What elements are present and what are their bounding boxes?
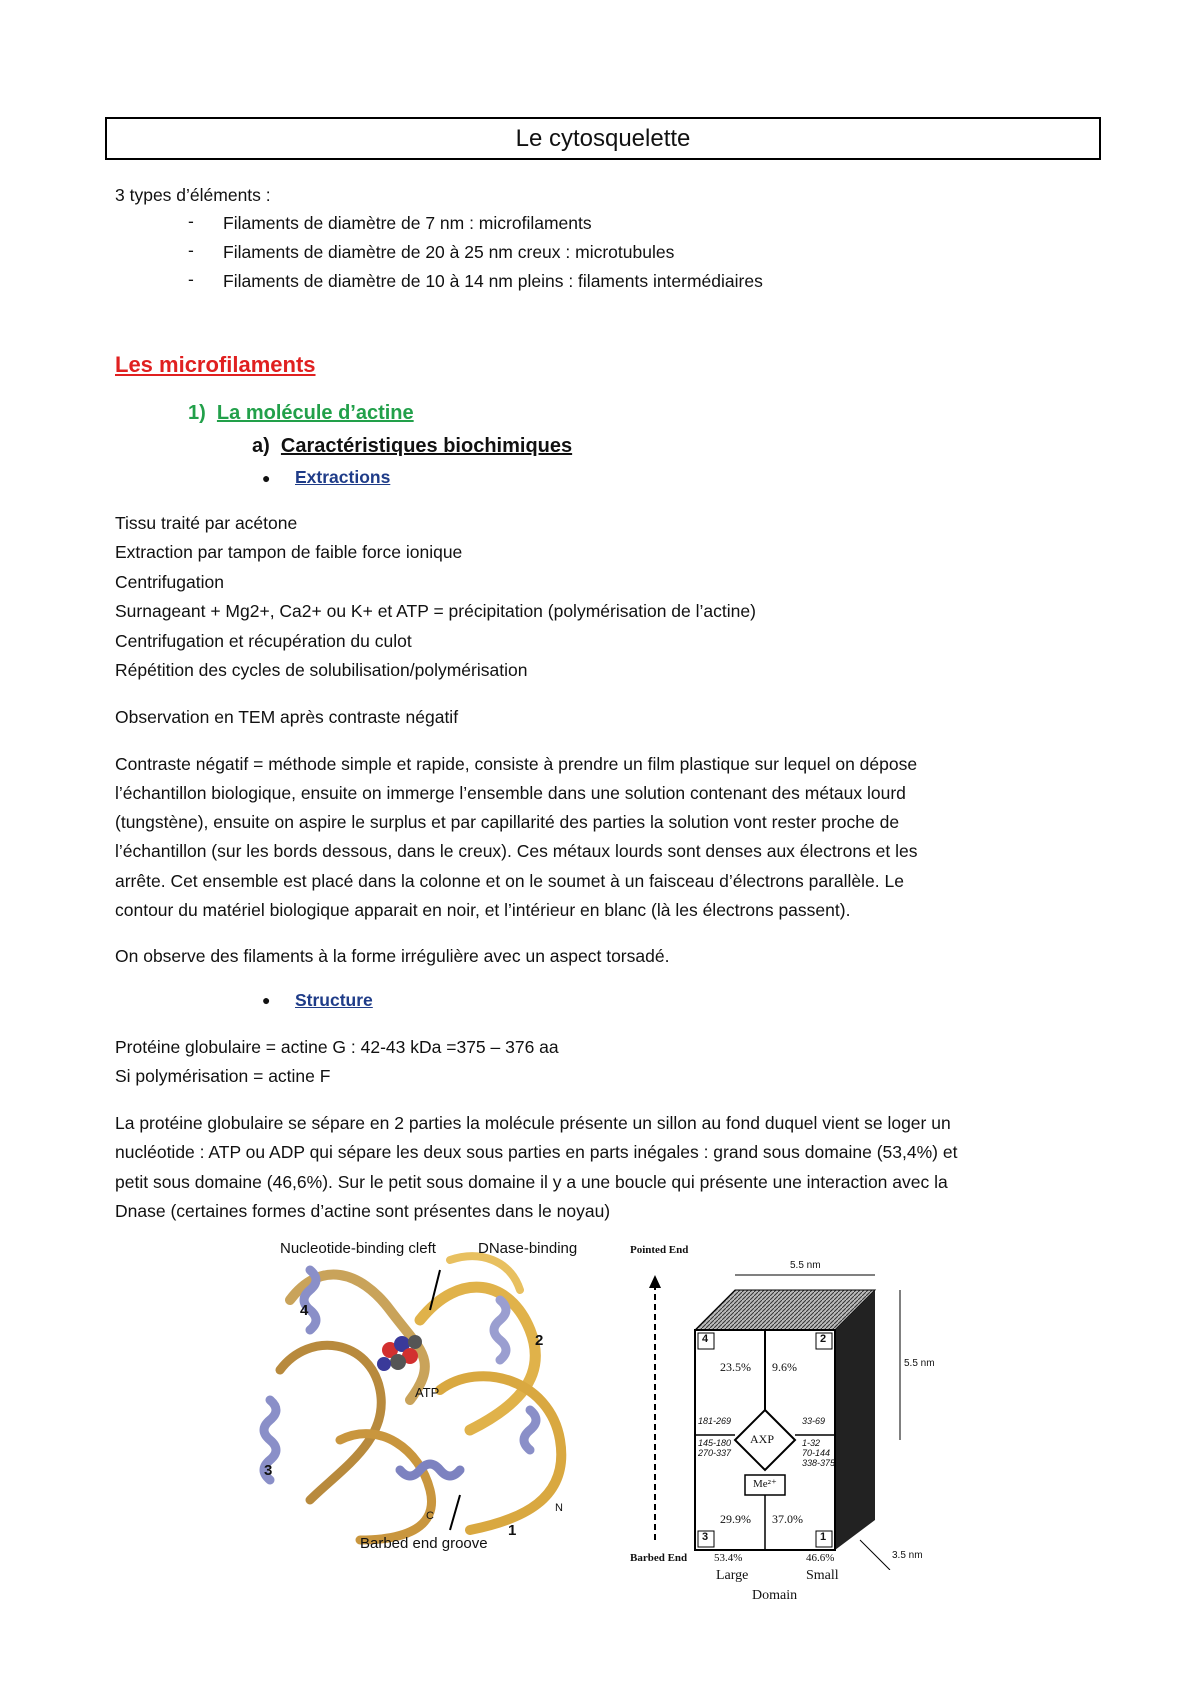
label-n-terminus: N [555,1502,563,1514]
contraste-line: (tungstène), ensuite on aspire le surplus et par capillarité des parties la solution vont rester proche de [115,812,900,832]
proteine-line: Dnase (certaines formes d’actine sont présentes dans le noyau) [115,1201,611,1221]
bullet-heading-extractions: Extractions [295,467,391,487]
bullet-dot-icon: ● [262,992,271,1008]
axis-arrow-head [649,1275,661,1288]
extraction-step: Surnageant + Mg2+, Ca2+ ou K+ et ATP = précipitation (polymérisation de l’actine) [115,601,756,621]
label-pct-q2: 9.6% [772,1360,797,1374]
extraction-step: Tissu traité par acétone [115,513,298,533]
intro-text: 3 types d’éléments : [115,185,271,205]
contraste-line: arrête. Cet ensemble est placé dans la colonne et on le soumet à un faisceau d’électrons parallèle. Le [115,871,904,891]
extraction-step: Extraction par tampon de faible force ionique [115,542,463,562]
ribbon-strand [440,1376,561,1530]
extraction-step: Centrifugation [115,572,224,592]
observation-text: Observation en TEM après contraste négatif [115,707,459,727]
label-subdomain-4: 4 [300,1302,309,1319]
extraction-step: Centrifugation et récupération du culot [115,631,412,651]
label-domain: Domain [752,1588,798,1603]
proteine-line: petit sous domaine (46,6%). Sur le petit sous domaine il y a une boucle qui présente une interaction avec la [115,1172,948,1192]
label-barbed-end: Barbed End [630,1552,688,1564]
label-height: 5.5 nm [904,1358,935,1369]
label-small-pct: 46.6% [806,1552,835,1564]
subsection-heading [188,402,414,425]
label-pct-q4: 23.5% [720,1360,751,1374]
extraction-step: Répétition des cycles de solubilisation/polymérisation [115,660,528,680]
label-small: Small [806,1568,839,1583]
contraste-line: Contraste négatif = méthode simple et rapide, consiste à prendre un film plastique sur lequel on dépose [115,754,918,774]
label-large-pct: 53.4% [714,1552,743,1564]
cube-side-face [835,1290,875,1550]
label-barbed-groove: Barbed end groove [360,1535,488,1552]
type-item: Filaments de diamètre de 20 à 25 nm creux : microtubules [223,242,675,262]
label-atp: ATP [415,1385,440,1400]
label-q1: 1 [820,1531,827,1543]
dim-depth [860,1540,890,1570]
contraste-line: contour du matériel biologique apparait en noir, et l’intérieur en blanc (là les électrons passent). [115,900,851,920]
actin-ribbon-svg [250,1240,620,1560]
proteine-line: La protéine globulaire se sépare en 2 parties la molécule présente un sillon au fond duquel vient se loger un [115,1113,951,1133]
label-range: 145-180 [698,1438,732,1448]
helix [400,1464,460,1476]
helix [524,1410,536,1450]
label-range: 270-337 [698,1448,732,1458]
label-dnase-binding: DNase-binding [478,1240,578,1257]
label-q2: 2 [820,1333,827,1345]
page-title: Le cytosquelette [105,117,1101,160]
observe-text: On observe des filaments à la forme irrégulière avec un aspect torsadé. [115,946,670,966]
label-metal-ion: Me²⁺ [753,1478,777,1490]
dash-bullet: - [188,269,194,289]
bullet-dot-icon: ● [262,470,271,486]
type-item: Filaments de diamètre de 7 nm : microfilaments [223,213,592,233]
contraste-line: l’échantillon biologique, ensuite on immerge l’ensemble dans une solution contenant des métaux lourd [115,783,906,803]
label-large: Large [716,1568,749,1583]
ribbon-strand [340,1434,432,1540]
ribbon-strand [420,1287,535,1430]
label-range: 338-375 [802,1458,836,1468]
type-item: Filaments de diamètre de 10 à 14 nm pleins : filaments intermédiaires [223,271,763,291]
dash-bullet: - [188,240,194,260]
label-pointed-end: Pointed End [630,1244,689,1256]
subsection-title: La molécule d’actine [216,402,414,424]
structure-line: Si polymérisation = actine F [115,1066,331,1086]
arrow-barbed [450,1495,460,1530]
label-range: 1-32 [802,1438,821,1448]
subsubsection-title: Caractéristiques biochimiques [280,435,573,457]
helix [494,1300,506,1360]
contraste-line: l’échantillon (sur les bords dessous, dans le creux). Ces métaux lourds sont denses aux électrons et les [115,841,918,861]
label-subdomain-1: 1 [508,1522,517,1539]
actin-domain-schematic [630,1240,940,1570]
label-pct-q3: 29.9% [720,1512,751,1526]
ribbon-strand [280,1345,381,1500]
label-pct-q1: 37.0% [772,1512,803,1526]
label-q4: 4 [702,1333,709,1345]
subsubsection-heading [252,435,572,458]
label-width: 5.5 nm [790,1260,821,1271]
bullet-heading-structure: Structure [295,990,373,1010]
section-heading: Les microfilaments [115,352,316,377]
label-q3: 3 [702,1531,709,1543]
label-range: 33-69 [802,1416,826,1426]
label-subdomain-3: 3 [264,1462,273,1479]
label-depth: 3.5 nm [892,1550,923,1561]
label-c-terminus: C [426,1510,434,1522]
proteine-line: nucléotide : ATP ou ADP qui sépare les deux sous parties en parts inégales : grand sous domaine (53,4%) et [115,1142,958,1162]
label-range: 181-269 [698,1416,732,1426]
dash-bullet: - [188,211,194,231]
structure-line: Protéine globulaire = actine G : 42-43 kDa =375 – 376 aa [115,1037,559,1057]
subsubsection-number: a) [252,435,270,457]
atp-molecule-icon [377,1335,422,1371]
label-range: 70-144 [802,1448,831,1458]
subsection-number: 1) [188,402,206,424]
label-axp: AXP [750,1432,775,1446]
label-nucleotide-cleft: Nucleotide-binding cleft [280,1240,436,1257]
label-subdomain-2: 2 [535,1332,544,1349]
actin-ribbon-figure [250,1240,620,1560]
